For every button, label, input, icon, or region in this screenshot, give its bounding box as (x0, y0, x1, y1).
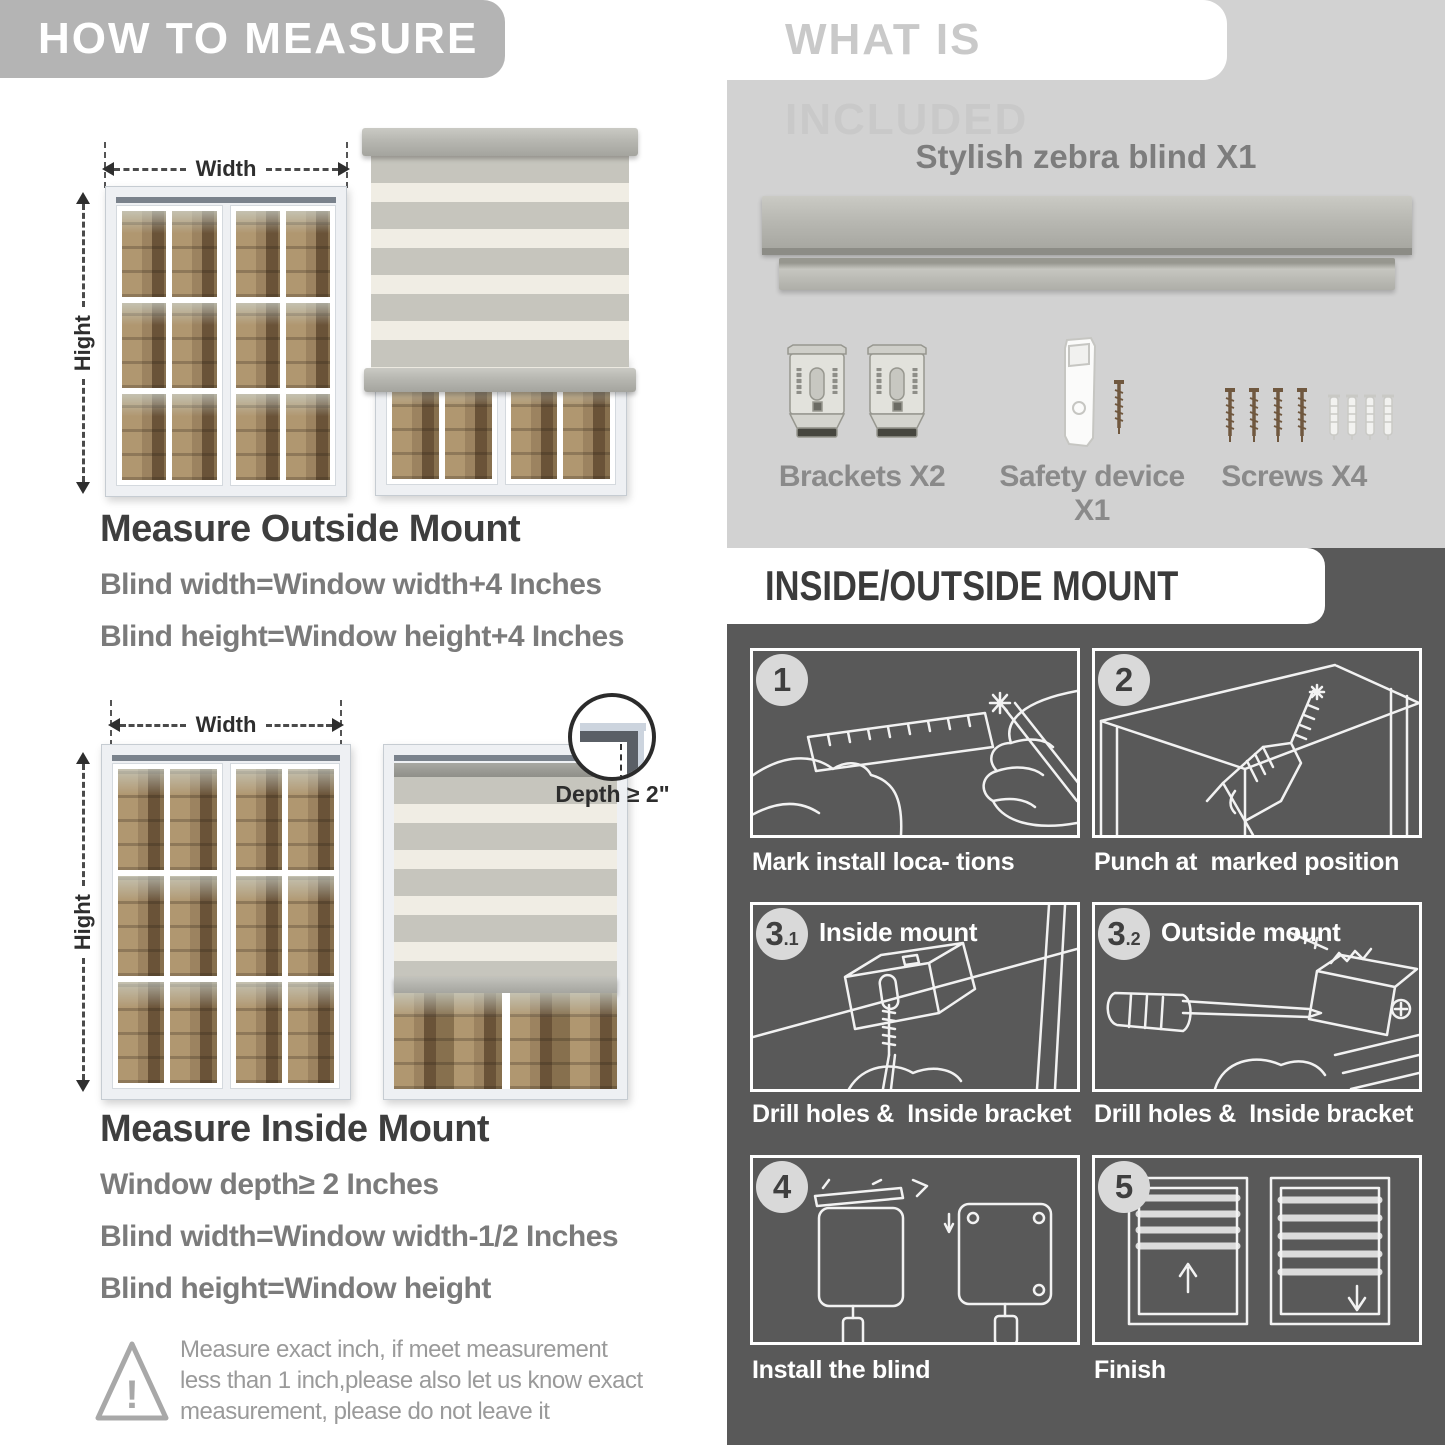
how-to-measure-title: HOW TO MEASURE (38, 14, 479, 63)
step-caption-4: Install the blind (752, 1356, 931, 1384)
warning-triangle-icon (92, 1336, 172, 1428)
step-panel-3-1 (750, 902, 1080, 1092)
width-label: Width (195, 156, 257, 181)
window-sash (230, 205, 337, 486)
screw-icon (1246, 388, 1262, 444)
product-label: Stylish zebra blind X1 (915, 138, 1257, 175)
arrow-down-icon (76, 482, 90, 494)
outside-mount-line2: Blind height=Window height+4 Inches (100, 620, 624, 653)
step-panel-1 (750, 648, 1080, 838)
step-badge: 2 (1098, 654, 1150, 706)
width-label: Width (195, 712, 257, 737)
what-is-included-section (727, 0, 1445, 548)
inside-mount-heading: Measure Inside Mount (100, 1108, 490, 1150)
arrow-up-icon (76, 192, 90, 204)
step-panel-3-2 (1092, 902, 1422, 1092)
window-inside-mount (101, 744, 351, 1100)
window-lintel (116, 197, 336, 203)
step-caption-2: Punch at marked position (1094, 848, 1400, 876)
arrow-up-icon (76, 752, 90, 764)
window-outside-mount (105, 186, 347, 497)
arrow-left-icon (108, 718, 120, 732)
step-title: Outside mount (1161, 917, 1341, 947)
inside-mount-line1: Window depth≥ 2 Inches (100, 1168, 439, 1201)
screw-icon (1111, 380, 1127, 436)
depth-detail-circle (568, 693, 656, 781)
step-badge: 4 (756, 1161, 808, 1213)
wall-anchor-icon (1381, 392, 1395, 442)
arrow-left-icon (102, 162, 114, 176)
product-bottomrail-bar (779, 258, 1395, 290)
wall-anchor-icon (1327, 392, 1341, 442)
step-caption-1: Mark install loca- tions (752, 848, 1015, 876)
step-title: Inside mount (819, 917, 978, 947)
warning-text: Measure exact inch, if meet measurement less than 1 inch,please also let us know exact measurement, please do not leave it (180, 1336, 643, 1426)
arrow-right-icon (338, 162, 350, 176)
bracket-icon (785, 342, 849, 446)
window-sash (116, 205, 223, 486)
step-badge: 5 (1098, 1161, 1150, 1213)
wall-anchor-icon (1363, 392, 1377, 442)
zebra-blind-bottomrail (364, 368, 636, 392)
step-panel-5 (1092, 1155, 1422, 1345)
safety-device-label: Safety device X1 (999, 460, 1185, 527)
headrail-shadow-edge (762, 248, 1412, 255)
zebra-blind-headrail (362, 128, 638, 156)
what-is-included-banner (727, 0, 1227, 144)
arrow-right-icon (332, 718, 344, 732)
step-panel-4 (750, 1155, 1080, 1345)
mount-instructions-section (727, 548, 1445, 1445)
exclamation-glyph: ! (125, 1373, 139, 1417)
step-badge: 3 .1 (756, 908, 808, 960)
height-label: Hight (70, 314, 95, 372)
inside-mount-line2: Blind width=Window width-1/2 Inches (100, 1220, 619, 1253)
step-badge: 1 (756, 654, 808, 706)
wall-anchor-icon (1345, 392, 1359, 442)
product-headrail-bar (762, 196, 1412, 254)
blind-bottomrail (394, 977, 617, 993)
width-arrow-outside (102, 158, 350, 180)
screw-icon (1270, 388, 1286, 444)
arrow-down-icon (76, 1080, 90, 1092)
mount-banner (727, 548, 1325, 624)
outside-mount-heading: Measure Outside Mount (100, 508, 521, 550)
screw-icon (1222, 388, 1238, 444)
height-label: Hight (70, 893, 95, 951)
screw-icon (1294, 388, 1310, 444)
step-caption-5: Finish (1094, 1356, 1166, 1384)
zebra-blind-body (371, 156, 629, 368)
mount-title: INSIDE/OUTSIDE MOUNT (765, 562, 1179, 609)
screws-label: Screws X4 (1221, 460, 1367, 493)
bracket-icon (865, 342, 929, 446)
depth-label: Depth ≥ 2" (555, 781, 670, 807)
width-arrow-inside (108, 714, 344, 736)
brackets-label: Brackets X2 (778, 460, 946, 493)
height-arrow-outside (72, 192, 94, 494)
step-caption-3-2: Drill holes & Inside bracket (1094, 1100, 1414, 1128)
inside-mounted-blind (394, 763, 617, 1089)
height-arrow-inside (72, 752, 94, 1092)
inside-mount-line3: Blind height=Window height (100, 1272, 491, 1305)
safety-device-icon (1059, 336, 1099, 448)
step-caption-3-1: Drill holes & Inside bracket (752, 1100, 1072, 1128)
outside-mount-line1: Blind width=Window width+4 Inches (100, 568, 602, 601)
what-is-included-title: WHAT IS INCLUDED (785, 15, 1029, 144)
step-panel-2 (1092, 648, 1422, 838)
step-badge: 3 .2 (1098, 908, 1150, 960)
how-to-measure-banner (0, 0, 505, 78)
window-pane (122, 211, 166, 297)
